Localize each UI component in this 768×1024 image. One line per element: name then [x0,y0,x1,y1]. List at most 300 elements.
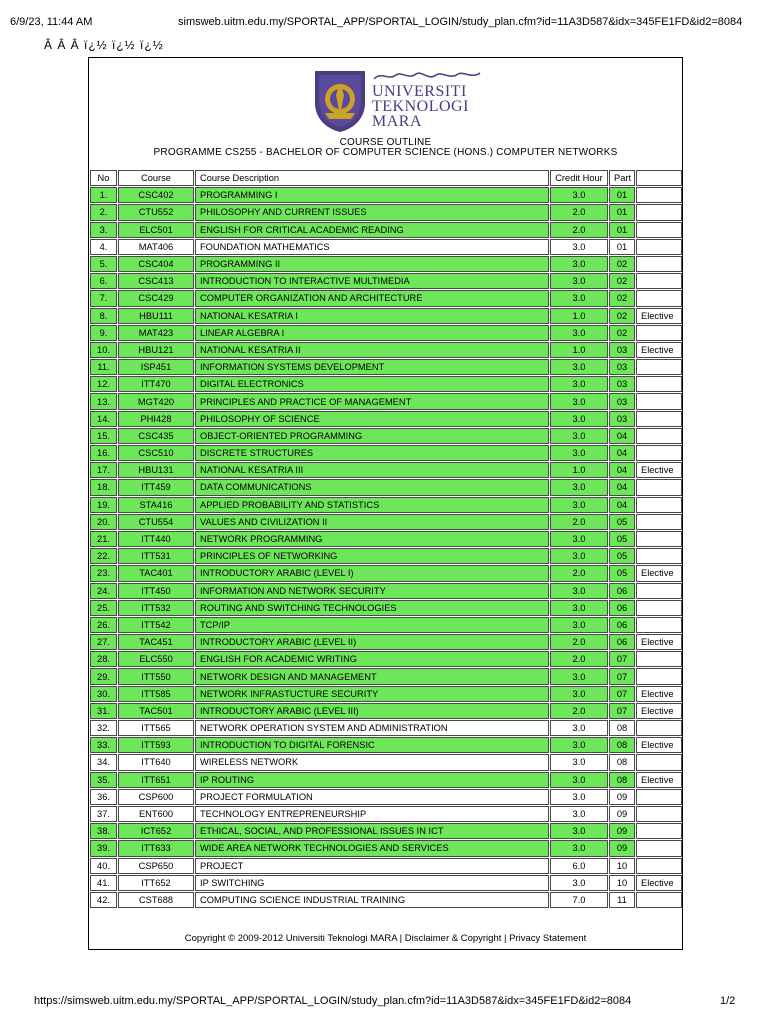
course-table [89,169,683,909]
cell-note: Elective [636,342,682,358]
cell-credit-hour: 2.0 [550,514,608,530]
cell-credit-hour: 3.0 [550,823,608,839]
cell-note [636,256,682,272]
table-row [90,823,682,839]
cell-no: 42. [90,892,117,908]
cell-note [636,359,682,375]
cell-credit-hour: 2.0 [550,204,608,220]
cell-course-description: TECHNOLOGY ENTREPRENEURSHIP [195,806,549,822]
cell-part: 03 [609,393,635,409]
cell-credit-hour: 6.0 [550,858,608,874]
cell-course-description: NATIONAL KESATRIA II [195,342,549,358]
cell-no: 5. [90,256,117,272]
cell-part: 06 [609,617,635,633]
cell-no: 29. [90,668,117,684]
table-row [90,806,682,822]
cell-course-code: PHI428 [118,411,194,427]
cell-course-code: CTU554 [118,514,194,530]
cell-credit-hour: 2.0 [550,565,608,581]
cell-part: 03 [609,376,635,392]
table-row [90,273,682,289]
table-row [90,565,682,581]
cell-credit-hour: 1.0 [550,462,608,478]
cell-part: 01 [609,239,635,255]
cell-course-code: MAT406 [118,239,194,255]
cell-course-description: PRINCIPLES AND PRACTICE OF MANAGEMENT [195,393,549,409]
cell-credit-hour: 3.0 [550,531,608,547]
cell-course-code: TAC501 [118,703,194,719]
cell-part: 10 [609,858,635,874]
table-row [90,772,682,788]
cell-part: 09 [609,823,635,839]
cell-course-code: CSC413 [118,273,194,289]
cell-note [636,789,682,805]
cell-course-code: ICT652 [118,823,194,839]
cell-course-code: ITT542 [118,617,194,633]
cell-no: 18. [90,479,117,495]
cell-part: 02 [609,273,635,289]
table-row [90,325,682,341]
cell-part: 03 [609,342,635,358]
cell-note [636,514,682,530]
cell-note [636,411,682,427]
cell-no: 36. [90,789,117,805]
cell-no: 27. [90,634,117,650]
cell-credit-hour: 3.0 [550,789,608,805]
cell-no: 19. [90,497,117,513]
cell-credit-hour: 2.0 [550,634,608,650]
cell-note [636,393,682,409]
cell-course-code: HBU121 [118,342,194,358]
cell-course-description: INTRODUCTION TO INTERACTIVE MULTIMEDIA [195,273,549,289]
cell-note [636,273,682,289]
cell-note [636,204,682,220]
table-row [90,686,682,702]
cell-no: 3. [90,222,117,238]
cell-credit-hour: 3.0 [550,686,608,702]
cell-course-code: ITT532 [118,600,194,616]
cell-part: 07 [609,651,635,667]
cell-course-description: WIDE AREA NETWORK TECHNOLOGIES AND SERVICES [195,840,549,856]
cell-credit-hour: 3.0 [550,187,608,203]
outline-title: COURSE OUTLINE [339,137,432,148]
cell-credit-hour: 1.0 [550,342,608,358]
cell-course-description: COMPUTING SCIENCE INDUSTRIAL TRAINING [195,892,549,908]
cell-part: 04 [609,445,635,461]
cell-course-code: ENT600 [118,806,194,822]
arabic-script-icon [372,69,482,83]
cell-note [636,428,682,444]
cell-credit-hour: 3.0 [550,376,608,392]
uitm-wordmark [372,84,469,129]
cell-no: 31. [90,703,117,719]
cell-course-code: MGT420 [118,393,194,409]
cell-course-description: PHILOSOPHY OF SCIENCE [195,411,549,427]
cell-part: 04 [609,428,635,444]
cell-course-code: CTU552 [118,204,194,220]
cell-part: 05 [609,514,635,530]
cell-course-code: ISP451 [118,359,194,375]
cell-course-description: ENGLISH FOR CRITICAL ACADEMIC READING [195,222,549,238]
cell-credit-hour: 3.0 [550,497,608,513]
cell-part: 09 [609,840,635,856]
header-course: Course [118,170,194,186]
cell-credit-hour: 3.0 [550,479,608,495]
cell-course-code: ITT565 [118,720,194,736]
cell-course-code: CSC429 [118,290,194,306]
cell-course-code: ITT531 [118,548,194,564]
cell-credit-hour: 7.0 [550,892,608,908]
table-row [90,720,682,736]
cell-part: 01 [609,204,635,220]
cell-note [636,651,682,667]
cell-no: 12. [90,376,117,392]
table-row [90,875,682,891]
table-row [90,411,682,427]
header-note [636,170,682,186]
cell-course-description: NATIONAL KESATRIA I [195,308,549,324]
cell-no: 11. [90,359,117,375]
cell-course-description: LINEAR ALGEBRA I [195,325,549,341]
cell-note [636,806,682,822]
cell-credit-hour: 3.0 [550,806,608,822]
cell-course-description: NETWORK DESIGN AND MANAGEMENT [195,668,549,684]
cell-course-description: PRINCIPLES OF NETWORKING [195,548,549,564]
cell-part: 06 [609,634,635,650]
cell-note [636,187,682,203]
cell-credit-hour: 3.0 [550,600,608,616]
cell-part: 08 [609,737,635,753]
cell-no: 30. [90,686,117,702]
cell-course-code: CSP600 [118,789,194,805]
cell-note [636,222,682,238]
table-row [90,376,682,392]
cell-credit-hour: 3.0 [550,840,608,856]
cell-course-code: HBU111 [118,308,194,324]
cell-part: 03 [609,411,635,427]
cell-no: 25. [90,600,117,616]
print-header [0,0,768,28]
cell-note: Elective [636,772,682,788]
cell-no: 7. [90,290,117,306]
table-row [90,548,682,564]
cell-course-description: NETWORK OPERATION SYSTEM AND ADMINISTRATION [195,720,549,736]
table-row [90,703,682,719]
cell-course-code: ITT440 [118,531,194,547]
cell-note [636,376,682,392]
print-footer-url: https://simsweb.uitm.edu.my/SPORTAL_APP/SPORTAL_LOGIN/study_plan.cfm?id=11A3D587&idx=345FE1FD&id2=8084 [34,995,632,1007]
cell-part: 02 [609,325,635,341]
cell-note [636,479,682,495]
cell-credit-hour: 3.0 [550,256,608,272]
cell-course-code: ITT450 [118,583,194,599]
cell-course-code: CSC435 [118,428,194,444]
cell-no: 38. [90,823,117,839]
garbled-text: Â Â Â ï¿½ ï¿½ ï¿½ [44,38,164,52]
cell-credit-hour: 3.0 [550,325,608,341]
cell-course-description: INFORMATION AND NETWORK SECURITY [195,583,549,599]
cell-course-code: ITT652 [118,875,194,891]
header-no: No [90,170,117,186]
cell-course-description: VALUES AND CIVILIZATION II [195,514,549,530]
table-row [90,531,682,547]
cell-no: 24. [90,583,117,599]
cell-no: 1. [90,187,117,203]
table-row [90,789,682,805]
cell-course-description: INTRODUCTORY ARABIC (LEVEL I) [195,565,549,581]
cell-course-code: CST688 [118,892,194,908]
cell-part: 08 [609,754,635,770]
cell-course-code: ITT640 [118,754,194,770]
table-row [90,651,682,667]
cell-part: 09 [609,806,635,822]
cell-course-description: PROJECT FORMULATION [195,789,549,805]
cell-credit-hour: 3.0 [550,290,608,306]
cell-part: 09 [609,789,635,805]
print-date: 6/9/23, 11:44 AM [10,16,93,28]
cell-no: 22. [90,548,117,564]
table-row [90,342,682,358]
cell-note [636,668,682,684]
cell-course-description: TCP/IP [195,617,549,633]
cell-course-code: ITT470 [118,376,194,392]
cell-course-code: ITT651 [118,772,194,788]
cell-credit-hour: 3.0 [550,754,608,770]
cell-no: 21. [90,531,117,547]
cell-no: 2. [90,204,117,220]
cell-course-description: INTRODUCTORY ARABIC (LEVEL II) [195,634,549,650]
cell-note: Elective [636,875,682,891]
cell-course-code: CSC402 [118,187,194,203]
cell-course-code: CSP650 [118,858,194,874]
cell-course-code: MAT423 [118,325,194,341]
cell-note [636,583,682,599]
cell-course-description: PROGRAMMING I [195,187,549,203]
cell-note [636,720,682,736]
cell-no: 8. [90,308,117,324]
cell-note [636,823,682,839]
cell-course-code: ELC501 [118,222,194,238]
cell-credit-hour: 3.0 [550,583,608,599]
cell-course-code: TAC401 [118,565,194,581]
cell-course-description: NATIONAL KESATRIA III [195,462,549,478]
cell-course-code: ITT633 [118,840,194,856]
cell-part: 07 [609,668,635,684]
cell-credit-hour: 2.0 [550,222,608,238]
cell-no: 20. [90,514,117,530]
page-number: 1/2 [720,995,736,1007]
table-row [90,204,682,220]
cell-credit-hour: 3.0 [550,617,608,633]
table-row [90,858,682,874]
cell-no: 17. [90,462,117,478]
cell-part: 01 [609,222,635,238]
cell-course-description: OBJECT-ORIENTED PROGRAMMING [195,428,549,444]
cell-no: 26. [90,617,117,633]
table-row [90,754,682,770]
table-row [90,290,682,306]
cell-credit-hour: 3.0 [550,239,608,255]
table-row [90,617,682,633]
cell-part: 02 [609,308,635,324]
cell-no: 35. [90,772,117,788]
cell-no: 41. [90,875,117,891]
cell-note [636,600,682,616]
table-row [90,634,682,650]
cell-no: 4. [90,239,117,255]
cell-part: 05 [609,531,635,547]
logo-line-3: MARA [372,113,423,130]
cell-course-code: ITT593 [118,737,194,753]
cell-course-description: DISCRETE STRUCTURES [195,445,549,461]
cell-course-description: IP SWITCHING [195,875,549,891]
cell-note: Elective [636,703,682,719]
cell-no: 9. [90,325,117,341]
cell-no: 32. [90,720,117,736]
cell-note [636,858,682,874]
logo-line-2: TEKNOLOGI [372,98,469,115]
cell-credit-hour: 3.0 [550,720,608,736]
header-credit-hour: Credit Hour [550,170,608,186]
cell-no: 10. [90,342,117,358]
cell-credit-hour: 3.0 [550,772,608,788]
cell-note [636,325,682,341]
cell-credit-hour: 3.0 [550,668,608,684]
cell-part: 03 [609,359,635,375]
table-row [90,514,682,530]
cell-part: 04 [609,497,635,513]
cell-part: 07 [609,686,635,702]
cell-course-code: ITT459 [118,479,194,495]
cell-part: 06 [609,583,635,599]
cell-part: 11 [609,892,635,908]
table-row [90,393,682,409]
logo-line-1: UNIVERSITI [372,83,467,100]
cell-course-description: INFORMATION SYSTEMS DEVELOPMENT [195,359,549,375]
table-row [90,892,682,908]
cell-part: 07 [609,703,635,719]
cell-part: 02 [609,256,635,272]
cell-note [636,892,682,908]
table-row [90,600,682,616]
cell-course-description: INTRODUCTORY ARABIC (LEVEL III) [195,703,549,719]
cell-note: Elective [636,737,682,753]
cell-note [636,840,682,856]
cell-no: 33. [90,737,117,753]
cell-note: Elective [636,462,682,478]
table-row [90,497,682,513]
cell-part: 08 [609,772,635,788]
cell-no: 16. [90,445,117,461]
cell-note [636,445,682,461]
cell-no: 39. [90,840,117,856]
table-row [90,479,682,495]
cell-credit-hour: 3.0 [550,428,608,444]
cell-credit-hour: 3.0 [550,393,608,409]
table-row [90,737,682,753]
uitm-crest-icon [315,71,365,132]
cell-no: 34. [90,754,117,770]
cell-course-code: STA416 [118,497,194,513]
programme-title: PROGRAMME CS255 - BACHELOR OF COMPUTER SCIENCE (HONS.) COMPUTER NETWORKS [153,147,618,158]
print-url: simsweb.uitm.edu.my/SPORTAL_APP/SPORTAL_LOGIN/study_plan.cfm?id=11A3D587&idx=345FE1FD&id2=8084 [178,16,743,28]
cell-course-code: ITT550 [118,668,194,684]
table-row [90,668,682,684]
cell-course-code: ITT585 [118,686,194,702]
cell-course-code: HBU131 [118,462,194,478]
cell-note [636,290,682,306]
cell-no: 28. [90,651,117,667]
cell-note: Elective [636,686,682,702]
cell-note: Elective [636,565,682,581]
table-row [90,308,682,324]
cell-credit-hour: 3.0 [550,875,608,891]
cell-no: 14. [90,411,117,427]
cell-no: 13. [90,393,117,409]
cell-course-description: IP ROUTING [195,772,549,788]
header-part: Part [609,170,635,186]
cell-no: 37. [90,806,117,822]
cell-note: Elective [636,634,682,650]
cell-course-code: ELC550 [118,651,194,667]
cell-course-description: WIRELESS NETWORK [195,754,549,770]
cell-note [636,548,682,564]
cell-course-description: APPLIED PROBABILITY AND STATISTICS [195,497,549,513]
cell-part: 04 [609,462,635,478]
cell-course-code: TAC451 [118,634,194,650]
table-row [90,445,682,461]
cell-course-description: DATA COMMUNICATIONS [195,479,549,495]
cell-course-code: CSC510 [118,445,194,461]
cell-note [636,531,682,547]
table-row [90,222,682,238]
cell-note [636,497,682,513]
cell-credit-hour: 3.0 [550,548,608,564]
cell-course-description: ENGLISH FOR ACADEMIC WRITING [195,651,549,667]
table-row [90,239,682,255]
cell-part: 08 [609,720,635,736]
copyright-footer: Copyright © 2009-2012 Universiti Teknologi MARA | Disclaimer & Copyright | Privacy Statement [184,933,587,944]
table-header-row [90,170,682,186]
cell-credit-hour: 3.0 [550,411,608,427]
table-row [90,840,682,856]
cell-course-description: COMPUTER ORGANIZATION AND ARCHITECTURE [195,290,549,306]
cell-course-description: FOUNDATION MATHEMATICS [195,239,549,255]
cell-course-description: PROGRAMMING II [195,256,549,272]
cell-credit-hour: 2.0 [550,703,608,719]
cell-course-code: CSC404 [118,256,194,272]
course-table-body [90,187,682,908]
cell-part: 04 [609,479,635,495]
cell-credit-hour: 1.0 [550,308,608,324]
cell-course-description: NETWORK INFRASTUCTURE SECURITY [195,686,549,702]
cell-course-description: NETWORK PROGRAMMING [195,531,549,547]
table-row [90,583,682,599]
cell-course-description: INTRODUCTION TO DIGITAL FORENSIC [195,737,549,753]
cell-part: 06 [609,600,635,616]
cell-note [636,754,682,770]
cell-note [636,239,682,255]
cell-credit-hour: 3.0 [550,737,608,753]
header-description: Course Description [195,170,549,186]
table-row [90,187,682,203]
table-row [90,428,682,444]
cell-no: 23. [90,565,117,581]
cell-no: 15. [90,428,117,444]
table-row [90,256,682,272]
cell-credit-hour: 2.0 [550,651,608,667]
cell-course-description: ETHICAL, SOCIAL, AND PROFESSIONAL ISSUES IN ICT [195,823,549,839]
